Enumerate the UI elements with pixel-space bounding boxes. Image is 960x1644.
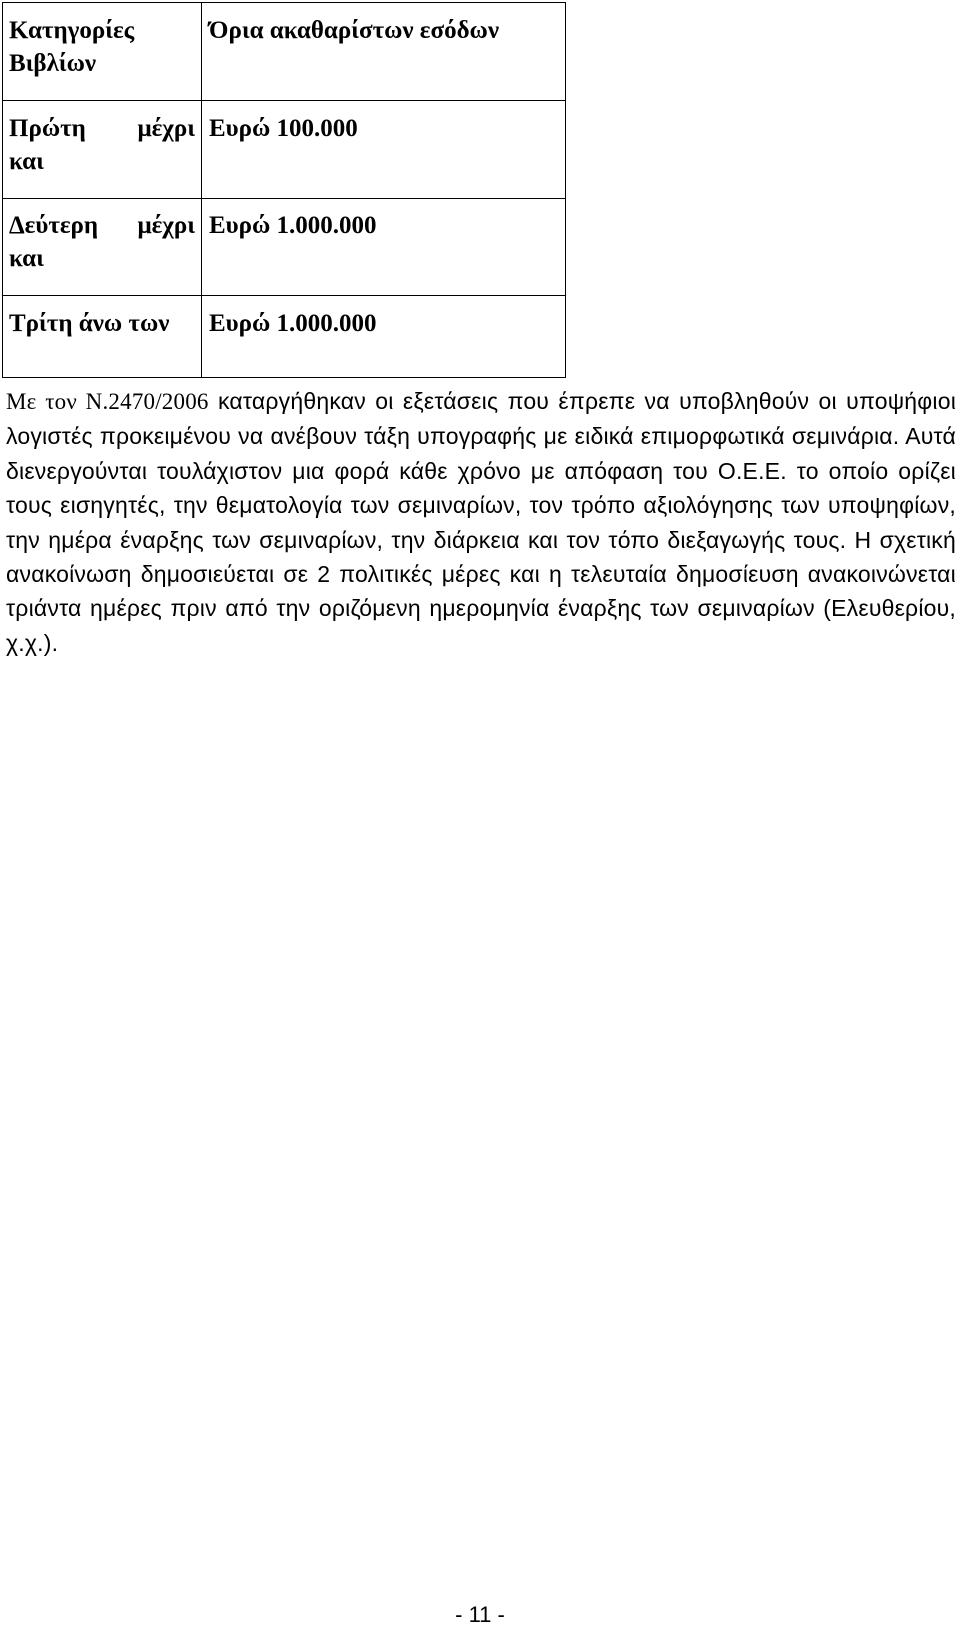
table-row-divider xyxy=(3,100,565,101)
table-header-category: Κατηγορίες Βιβλίων xyxy=(9,17,135,77)
category-word: και xyxy=(9,148,44,175)
category-word: Δεύτερη xyxy=(9,212,99,239)
category-line xyxy=(9,112,195,145)
table-row-divider xyxy=(3,198,565,199)
category-word: Πρώτη xyxy=(9,115,86,142)
category-line xyxy=(9,209,195,242)
category-word: μέχρι xyxy=(137,212,195,239)
category-word: μέχρι xyxy=(137,115,195,142)
category-word: και xyxy=(9,245,44,272)
table-header-limit: Όρια ακαθαρίστων εσόδων xyxy=(209,17,499,44)
table-row-limit: Ευρώ 1.000.000 xyxy=(209,310,377,337)
table-row-limit: Ευρώ 1.000.000 xyxy=(209,212,377,239)
table-row-category xyxy=(9,112,195,178)
table-column-divider xyxy=(201,3,202,377)
body-paragraph xyxy=(6,384,956,660)
paragraph-body: καταργήθηκαν οι εξετάσεις που έπρεπε να υποβληθούν οι υποψήφιοι λογιστές προκειμένου να ανέβουν τάξη υπογραφής με ειδικά επιμορφωτικά σεμινάρια. Αυτά διενεργούνται τουλάχιστον μια φορά κάθε χρόνο με απόφαση του Ο.Ε.Ε. το οποίο ορίζει τους εισηγητές, την θεματολογία των σεμιναρίων, τον τρόπο αξιολόγησης των υποψηφίων, την ημέρα έναρξης των σεμιναρίων, την διάρκεια και τον τόπο διεξαγωγής τους. Η σχετική ανακοίνωση δημοσιεύεται σε 2 πολιτικές μέρες και η τελευταία δημοσίευση ανακοινώνεται τριάντα ημέρες πριν από την οριζόμενη ημερομηνία έναρξης των σεμιναρίων (Ελευθερίου, χ.χ.). xyxy=(6,388,957,656)
income-limits-table xyxy=(2,2,566,378)
paragraph-lead: Με τον Ν.2470/2006 xyxy=(6,389,209,414)
table-row-category: Τρίτη άνω των xyxy=(9,310,170,337)
page-number: - 11 - xyxy=(455,1602,505,1627)
table-row-category xyxy=(9,209,195,275)
table-row-limit: Ευρώ 100.000 xyxy=(209,115,358,142)
table-row-divider xyxy=(3,295,565,296)
